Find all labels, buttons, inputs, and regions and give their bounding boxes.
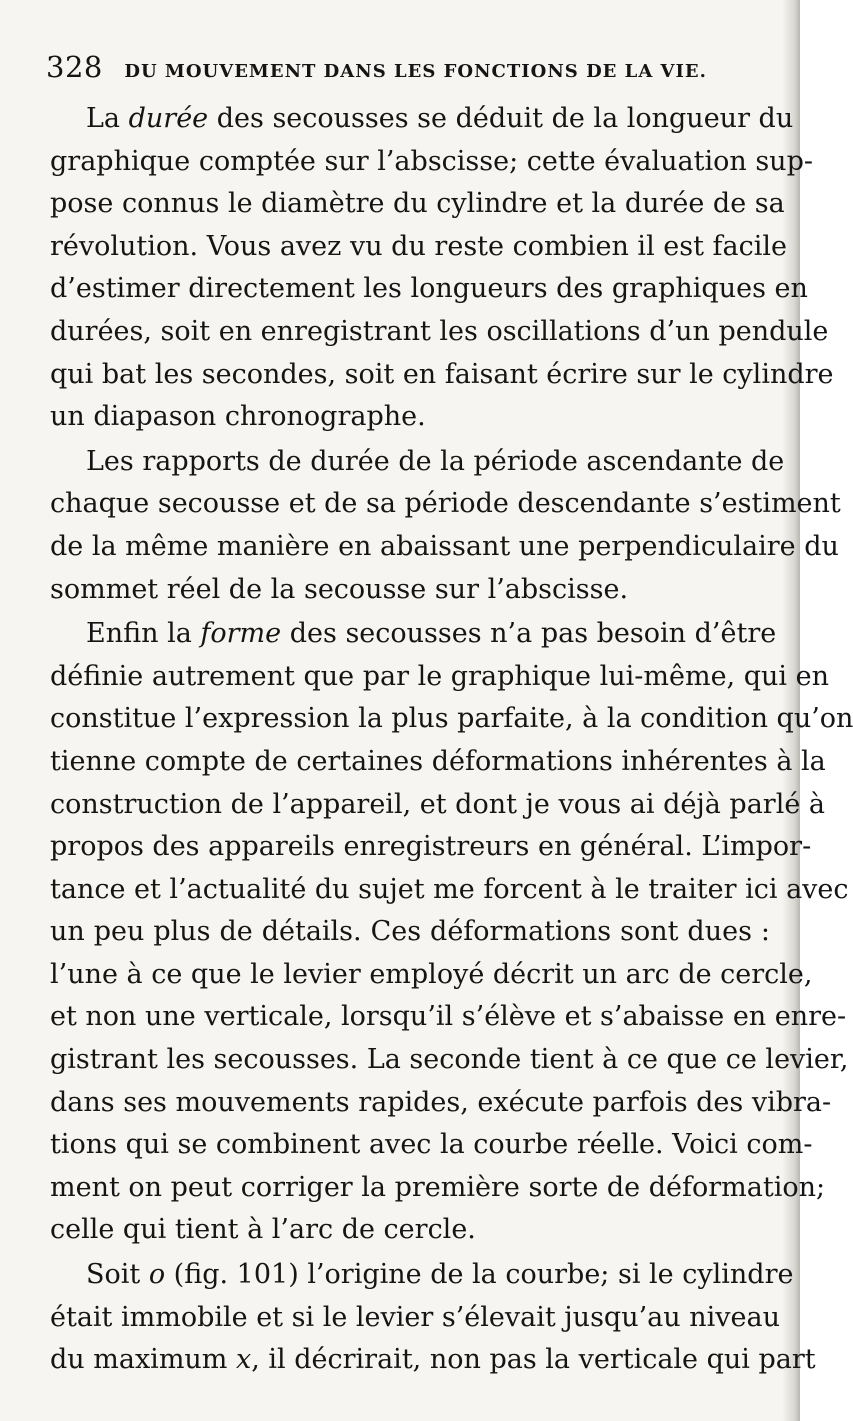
text-line	[50, 869, 849, 912]
italic-term: o	[148, 1259, 166, 1291]
text-line	[50, 354, 834, 397]
text-line	[50, 1082, 832, 1125]
text-run: durées, soit en enregistrant les oscillations d’un pendule	[50, 315, 829, 347]
text-line	[50, 741, 826, 784]
text-run: constitue l’expression la plus parfaite, à la condition qu’on	[50, 703, 853, 735]
paragraph	[50, 441, 841, 611]
text-line	[50, 1209, 770, 1252]
text-line	[50, 1167, 826, 1210]
text-run: Enfin la	[86, 618, 201, 650]
text-line	[50, 1339, 816, 1382]
text-run: gistrant les secousses. La seconde tient à ce que ce levier,	[50, 1044, 849, 1076]
text-line	[50, 1039, 849, 1082]
text-line	[50, 1297, 780, 1340]
text-line	[50, 698, 853, 741]
text-line	[50, 183, 785, 226]
text-run: des secousses n’a pas besoin d’être	[281, 618, 777, 650]
text-line	[50, 784, 825, 827]
text-line	[50, 441, 785, 484]
text-line	[50, 311, 829, 354]
paragraph	[50, 1254, 816, 1382]
text-run: révolution. Vous avez vu du reste combien il est facile	[50, 230, 788, 262]
text-run: l’une à ce que le levier employé décrit un arc de cercle,	[50, 958, 813, 990]
text-run: qui bat les secondes, soit en faisant écrire sur le cylindre	[50, 358, 834, 390]
text-line	[50, 996, 847, 1039]
text-line	[50, 526, 839, 569]
text-run: , il décrirait, non pas la verticale qui part	[251, 1344, 816, 1376]
text-line	[50, 954, 813, 997]
text-run: construction de l’appareil, et dont je vous ai déjà parlé à	[50, 788, 825, 820]
text-line	[50, 1254, 794, 1297]
paragraph	[50, 613, 853, 1252]
text-run: Les rapports de durée de la période ascendante de	[86, 445, 785, 477]
italic-term: forme	[200, 618, 282, 650]
text-run: chaque secousse et de sa période descendante s’estiment	[50, 488, 841, 520]
paragraph	[50, 98, 834, 439]
text-line	[50, 826, 812, 869]
text-line	[50, 98, 794, 141]
text-run: graphique comptée sur l’abscisse; cette évaluation sup-	[50, 145, 813, 177]
text-run: de la même manière en abaissant une perpendiculaire du	[50, 530, 839, 562]
text-run: d’estimer directement les longueurs des graphiques en	[50, 273, 808, 305]
text-run: un diapason chronographe.	[50, 401, 426, 433]
text-run: celle qui tient à l’arc de cercle.	[50, 1214, 476, 1246]
text-run: dans ses mouvements rapides, exécute parfois des vibra-	[50, 1086, 832, 1118]
italic-term: x	[236, 1344, 252, 1376]
body-text	[50, 98, 853, 1382]
text-line	[50, 911, 770, 954]
text-run: pose connus le diamètre du cylindre et la durée de sa	[50, 188, 785, 220]
running-title: DU MOUVEMENT DANS LES FONCTIONS DE LA VIE.	[124, 61, 707, 82]
text-line	[50, 226, 788, 269]
text-run: tienne compte de certaines déformations inhérentes à la	[50, 745, 826, 777]
text-run: ment on peut corriger la première sorte de déformation;	[50, 1171, 826, 1203]
text-line	[50, 1124, 813, 1167]
text-run: propos des appareils enregistreurs en général. L’impor-	[50, 831, 812, 863]
text-run: (fig. 101) l’origine de la courbe; si le cylindre	[165, 1259, 794, 1291]
text-run: tions qui se combinent avec la courbe réelle. Voici com-	[50, 1129, 813, 1161]
text-line	[50, 483, 841, 526]
text-run: et non une verticale, lorsqu’il s’élève et s’abaisse en enre-	[50, 1001, 847, 1033]
text-line	[50, 656, 829, 699]
page-number: 328	[46, 50, 103, 84]
text-run: était immobile et si le levier s’élevait jusqu’au niveau	[50, 1301, 780, 1333]
text-line	[50, 613, 777, 656]
running-head	[46, 50, 746, 84]
text-line	[50, 396, 770, 439]
text-line	[50, 569, 770, 612]
text-line	[50, 141, 813, 184]
text-run: du maximum	[50, 1344, 236, 1376]
text-run: La	[86, 103, 129, 134]
text-run: tance et l’actualité du sujet me forcent à le traiter ici avec	[50, 873, 849, 905]
text-line	[50, 268, 808, 311]
text-run: Soit	[86, 1259, 149, 1291]
italic-term: durée	[128, 103, 209, 134]
text-run: un peu plus de détails. Ces déformations sont dues :	[50, 916, 770, 948]
text-run: définie autrement que par le graphique lui-même, qui en	[50, 660, 829, 692]
text-run: sommet réel de la secousse sur l’abscisse.	[50, 573, 629, 605]
text-run: des secousses se déduit de la longueur du	[208, 103, 794, 134]
